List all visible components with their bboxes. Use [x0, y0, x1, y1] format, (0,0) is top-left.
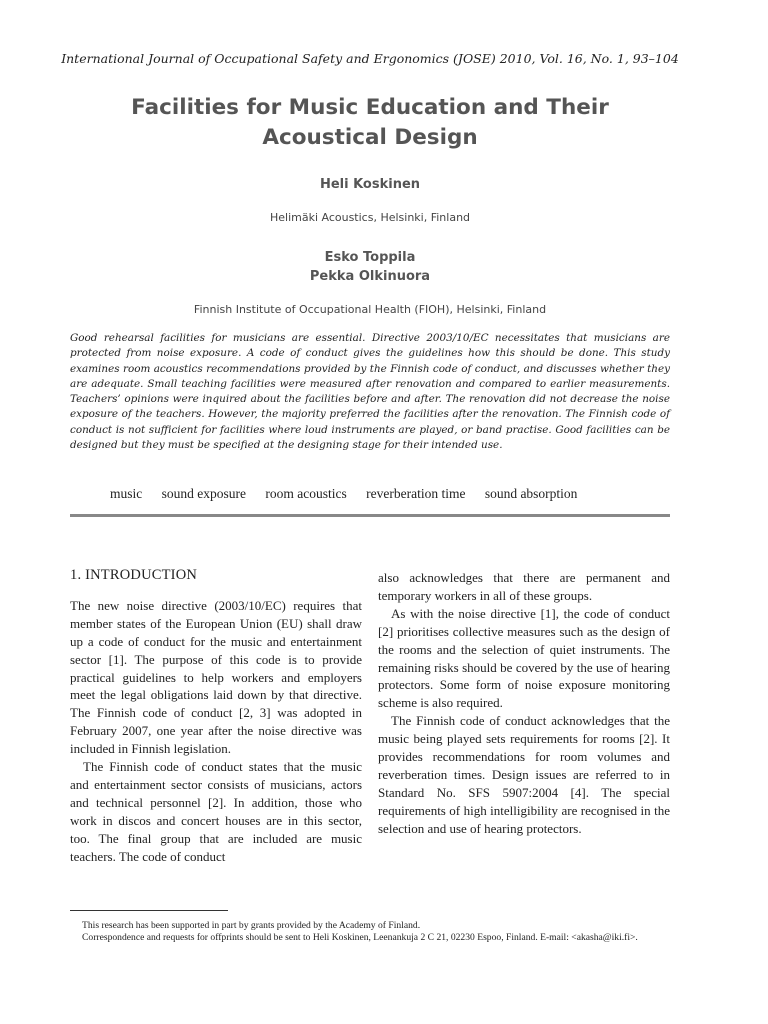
keyword: reverberation time	[366, 486, 466, 501]
body-paragraph: The Finnish code of conduct states that the music and entertainment sector consists of musicians, actors and technical personnel [2]. In addition, those who work in discos and concert houses are in this sector, too. The final group that are included are music teachers. The code of conduct	[70, 759, 362, 864]
author-name: Pekka Olkinuora	[309, 269, 431, 284]
right-column	[378, 569, 670, 838]
footnotes	[70, 920, 670, 945]
author-affiliation: Finnish Institute of Occupational Health (FIOH), Helsinki, Finland	[193, 303, 547, 316]
journal-citation: International Journal of Occupational Safety and Ergonomics (JOSE) 2010, Vol. 16, No. 1, 93–104	[61, 51, 679, 66]
body-paragraph: The new noise directive (2003/10/EC) requires that member states of the European Union (EU) shall draw up a code of conduct for the music and entertainment sector [1]. The purpose of this code is to provide practical guidelines to help workers and employers meet the legal obligations laid down by that directive. The Finnish code of conduct [2, 3] was adopted in February 2007, one year after the noise directive was included in Finnish legislation.	[70, 597, 362, 757]
body-paragraph: also acknowledges that there are permanent and temporary workers in all of these groups.	[378, 570, 670, 603]
footnote: This research has been supported in part by grants provided by the Academy of Finland.	[82, 920, 421, 931]
keyword: sound exposure	[161, 486, 246, 501]
author-name: Esko Toppila	[324, 250, 416, 265]
author-name: Heli Koskinen	[319, 177, 421, 192]
section-divider	[70, 514, 670, 517]
body-paragraph: The Finnish code of conduct acknowledges that the music being played sets requirements for rooms [2]. It provides recommendations for room volumes and reverberation times. Design issues are referred to in Standard No. SFS 5907:2004 [4]. The special requirements of high intelligibility are recognised in the selection and use of hearing protectors.	[378, 713, 670, 836]
footnote-divider	[70, 910, 228, 911]
abstract: Good rehearsal facilities for musicians are essential. Directive 2003/10/EC necessitates that musicians are protected from noise exposure. A code of conduct gives the guidelines how this should be done. This study examines room acoustics recommendations provided by the Finnish code of conduct, and discusses whether they are adequate. Small teaching facilities were measured after renovation and compared to earlier measurements. Teachers’ opinions were inquired about the facilities before and after. The renovation did not decrease the noise exposure of the teachers. However, the majority preferred the facilities after the renovation. The Finnish code of conduct is not sufficient for facilities where loud instruments are played, or band practise. Good facilities can be designed but they must be specified at the designing stage for their intended use.	[70, 332, 670, 452]
paper-title: Facilities for Music Education and Their Acoustical Design	[131, 95, 609, 150]
keywords	[110, 486, 670, 502]
keyword: music	[110, 486, 143, 501]
author-affiliation: Helimäki Acoustics, Helsinki, Finland	[269, 211, 471, 224]
keyword: sound absorption	[484, 486, 578, 501]
section-heading: 1. INTRODUCTION	[70, 567, 198, 583]
left-column	[70, 567, 362, 866]
body-paragraph: As with the noise directive [1], the code of conduct [2] prioritises collective measures such as the design of the rooms and the selection of quiet instruments. The remaining risks should be covered by the use of hearing protectors. Some form of noise exposure monitoring scheme is also required.	[378, 605, 670, 711]
keyword: room acoustics	[265, 486, 347, 501]
footnote: Correspondence and requests for offprints should be sent to Heli Koskinen, Leenankuja 2 C 21, 02230 Espoo, Finland. E-mail: <akasha@iki.fi>.	[82, 932, 638, 944]
